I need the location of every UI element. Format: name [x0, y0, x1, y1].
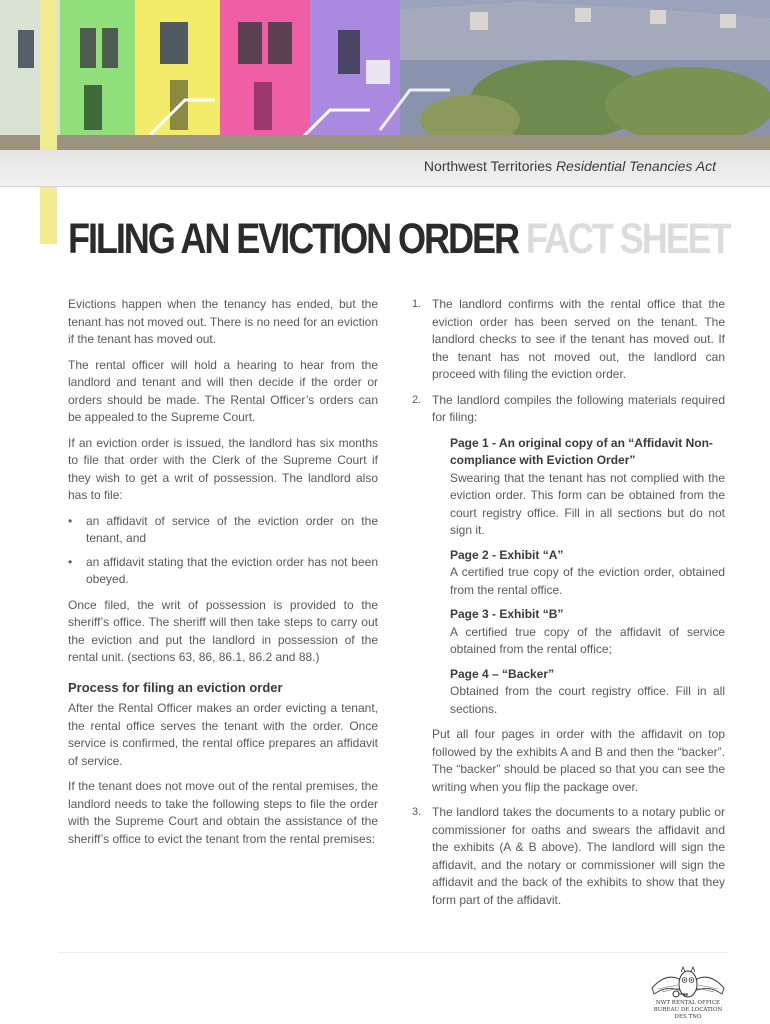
step-text: The landlord takes the documents to a notary public or commissioner for oaths and swears the affidavit and the exhibits (A & B above). The landlord will sign the affidavit, and the notary or commissioner will sign the affidavit and the back of the exhibits to show that they form part of the affidavit.: [432, 805, 725, 907]
footer-divider: [58, 952, 728, 953]
hearing-paragraph: The rental officer will hold a hearing to hear from the landlord and tenant and will then decide if the order or orders should be made. The Rental Officer’s orders can be appealed to the Supreme Court.: [68, 357, 378, 424]
step-item: [410, 296, 725, 384]
step-number: 1.: [412, 298, 422, 310]
bullet-text: an affidavit of service of the eviction order on the tenant, and: [86, 513, 378, 545]
six-months-paragraph: If an eviction order is issued, the landlord has six months to file that order with the Clerk of the Supreme Court if they wish to get a writ of possession. The landlord also has to file:: [68, 435, 378, 502]
materials-list: [432, 435, 725, 719]
bullet-text: an affidavit stating that the eviction order has not been obeyed.: [86, 554, 378, 586]
process-paragraph: If the tenant does not move out of the rental premises, the landlord needs to take the following steps to file the order with the Supreme Court and obtain the assistance of the sheriff’s office to evict the tenant from the rental premises:: [68, 779, 378, 846]
step-number: 3.: [412, 806, 422, 818]
step-number: 2.: [412, 393, 422, 406]
list-item: [450, 435, 725, 540]
filing-bullet-list: [68, 513, 378, 589]
list-item: [450, 606, 725, 659]
material-text: Swearing that the tenant has not complied with the eviction order. This form can be obtained from the court registry office. Fill in all sections but do not sign it.: [450, 470, 725, 537]
page-title: [68, 215, 730, 263]
row-houses-illustration: [0, 0, 770, 150]
logo-line-2: BUREAU DE LOCATION DES TNO: [653, 1007, 723, 1020]
writ-paragraph: Once filed, the writ of possession is provided to the sheriff’s office. The sheriff will then take steps to carry out the eviction and put the landlord in possession of the rental unit. (sections 63, 86, 86.1, 86.2 and 88.): [68, 597, 378, 664]
intro-paragraph: Evictions happen when the tenancy has ended, but the tenant has not moved out. There is no need for an eviction if the tenant has moved out.: [68, 297, 378, 346]
step-followup-text: Put all four pages in order with the affidavit on top followed by the exhibits A and B and then the “backer”. The “backer” should be placed so that you can see the writing when you flip the package over.: [432, 727, 725, 794]
header-photo: [0, 0, 770, 150]
step-item: [410, 392, 725, 797]
act-subtitle: [424, 158, 716, 174]
title-fact-sheet: FACT SHEET: [525, 215, 730, 263]
material-text: A certified true copy of the affidavit of service obtained from the rental office;: [450, 624, 725, 656]
subtitle-plain: Northwest Territories: [423, 158, 556, 174]
material-heading: Page 2 - Exhibit “A”: [450, 547, 564, 562]
list-item: [68, 513, 378, 548]
logo-line-1: NWT RENTAL OFFICE: [655, 1000, 721, 1006]
material-heading: Page 4 – “Backer”: [450, 666, 555, 681]
bullet-symbol: •: [68, 513, 73, 528]
list-item: [450, 666, 725, 719]
left-column: [68, 296, 378, 856]
process-heading: Process for filing an eviction order: [68, 679, 283, 695]
bullet-symbol: •: [68, 554, 73, 569]
steps-list: [410, 296, 725, 909]
accent-bar: [40, 0, 57, 244]
list-item: [450, 547, 725, 600]
logo-caption: [648, 1000, 728, 1021]
material-heading: Page 3 - Exhibit “B”: [450, 607, 564, 621]
step-text: The landlord confirms with the rental office that the eviction order has been served on the tenant. The landlord checks to see if the tenant has moved out. If the tenant has not moved out, the landlord can proceed with filing the eviction order.: [432, 297, 725, 381]
material-text: Obtained from the court registry office. Fill in all sections.: [450, 684, 725, 716]
step-item: [410, 804, 725, 909]
material-text: A certified true copy of the eviction order, obtained from the rental office.: [450, 565, 725, 597]
step-text: The landlord compiles the following materials required for filing:: [432, 392, 725, 424]
title-main: FILING AN EVICTION ORDER: [68, 215, 518, 263]
right-column: [410, 296, 725, 917]
process-paragraph: After the Rental Officer makes an order evicting a tenant, the rental office serves the tenant with the order. Once service is confirmed, the rental office prepares an affidavit of service.: [68, 701, 378, 768]
list-item: [68, 554, 378, 589]
material-heading: Page 1 - An original copy of an “Affidavit Non-compliance with Eviction Order”: [450, 435, 713, 467]
subtitle-italic: Residential Tenancies Act: [555, 158, 716, 174]
